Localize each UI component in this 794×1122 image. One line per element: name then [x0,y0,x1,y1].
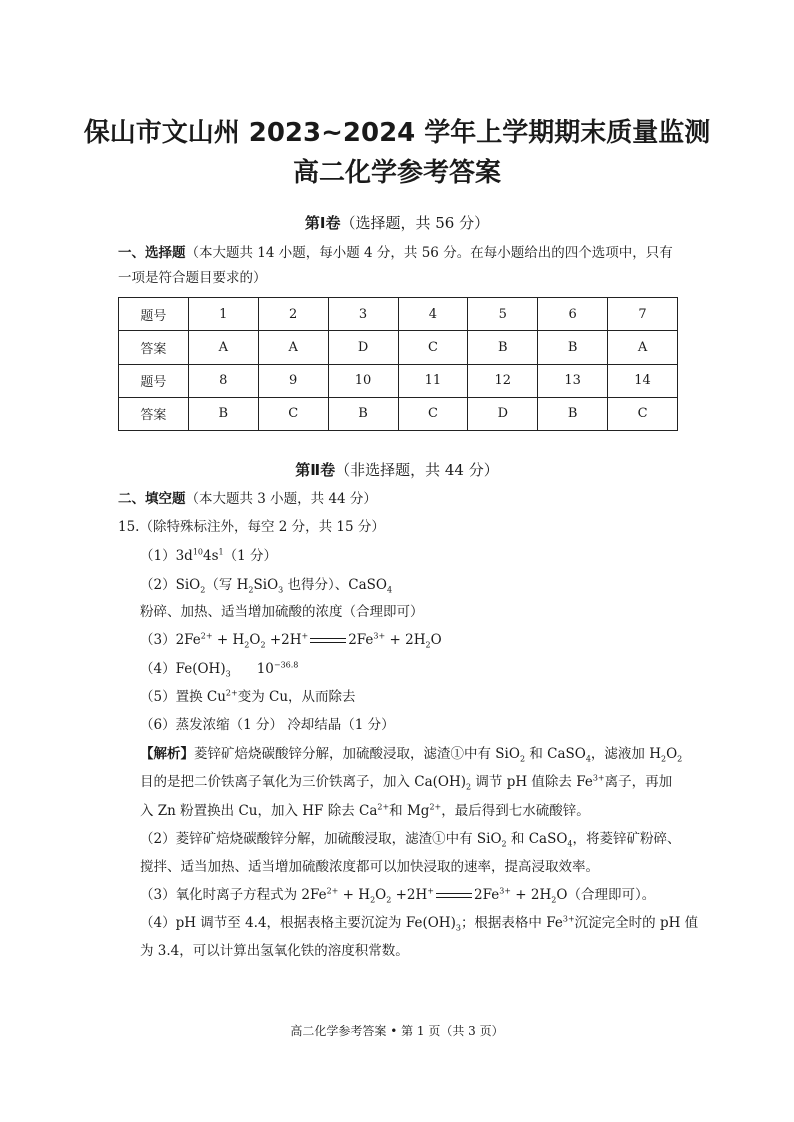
table-cell: D [468,397,538,430]
table-cell: 12 [468,364,538,397]
table-row [119,397,678,430]
table-cell: A [608,331,678,364]
table-row-header: 答案 [119,397,189,430]
part2-heading [0,459,794,480]
analysis-line-3: 入 Zn 粉置换出 Cu，加入 HF 除去 $Ca^{2+}$和 $Mg^{2+}$，最后得到七水硫酸锌。 [140,802,590,819]
equals-sign-icon [310,636,346,646]
q15-answer-2: （2）SiO$_2$（写 $H_2SiO_3$ 也得分）、CaSO$_4$ [140,577,393,595]
section2-intro [118,489,377,509]
table-cell: D [328,331,398,364]
table-cell: 2 [258,298,328,331]
analysis-para3: （3）氧化时离子方程式为 $2Fe^{2+} + H_2O_2 +2H^+$ $2Fe^{3+} + 2H_2O$（合理即可）。 [140,886,656,905]
table-cell: 6 [538,298,608,331]
q15-answer-6: （6）蒸发浓缩（1 分） 冷却结晶（1 分） [140,717,395,733]
section1-desc-line2: 一项是符合题目要求的） [118,270,267,286]
analysis-para2-line1: （2）菱锌矿焙烧碳酸锌分解，加硫酸浸取，滤渣①中有 SiO$_2$ 和 CaSO$_4$，将菱锌矿粉碎、 [140,831,681,849]
table-cell: C [258,397,328,430]
page-footer: 高二化学参考答案 • 第 1 页（共 3 页） [290,1024,504,1038]
q15-answer-4: $(4)Fe(OH)_3$ $10^{-36.8}$ [140,660,299,679]
q15-answer-5: （5）置换 $Cu^{2+}$变为 Cu，从而除去 [140,688,356,705]
section2-desc: （本大题共 3 小题，共 44 分） [185,491,377,507]
table-cell: B [538,331,608,364]
part2-heading-bold: 第Ⅱ卷 [295,461,336,479]
table-row-header: 题号 [119,298,189,331]
table-cell: 7 [608,298,678,331]
analysis-line-1: 【解析】菱锌矿焙烧碳酸锌分解，加硫酸浸取，滤渣①中有 SiO$_2$ 和 CaSO$_4$，滤液加 $H_2O_2$ [140,746,683,764]
table-row-header: 题号 [119,364,189,397]
section2-label: 二、填空题 [118,491,186,507]
section1-intro [118,243,673,263]
table-cell: B [188,397,258,430]
table-cell: 4 [398,298,468,331]
q15-answer-1: $(1)3d^{10}4s^1(1$ 分） [140,547,278,564]
table-cell: 10 [328,364,398,397]
analysis-para4-line1: （4）pH 调节至 4.4，根据表格主要沉淀为 $Fe(OH)_3$；根据表格中 $Fe^{3+}$沉淀完全时的 pH 值 [140,914,699,933]
table-cell: C [398,397,468,430]
part1-heading [0,212,794,233]
q15-intro: 15.（除特殊标注外，每空 2 分，共 15 分） [118,519,385,535]
table-cell: C [398,331,468,364]
table-cell: A [188,331,258,364]
q15-answer-2-line2: 粉碎、加热、适当增加硫酸的浓度（合理即可） [140,604,424,620]
table-cell: 3 [328,298,398,331]
table-cell: C [608,397,678,430]
table-cell: B [468,331,538,364]
table-row [119,364,678,397]
analysis-para2-line2: 搅拌、适当加热、适当增加硫酸浓度都可以加快浸取的速率，提高浸取效率。 [140,859,599,875]
analysis-para4-line2: 为 3.4，可以计算出氢氧化铁的溶度积常数。 [140,943,409,959]
table-row [119,331,678,364]
table-cell: B [538,397,608,430]
table-cell: 11 [398,364,468,397]
table-cell: 5 [468,298,538,331]
part1-heading-rest: （选择题，共 56 分） [340,214,490,232]
part2-heading-rest: （非选择题，共 44 分） [335,461,499,479]
section1-label: 一、选择题 [118,245,186,261]
table-cell: B [328,397,398,430]
table-row [119,298,678,331]
table-cell: 13 [538,364,608,397]
table-row-header: 答案 [119,331,189,364]
table-cell: 1 [188,298,258,331]
table-cell: 14 [608,364,678,397]
q15-answer-3: $(3)2Fe^{2+} + H_2O_2 +2H^+$ $2Fe^{3+} + 2H_2O$ [140,631,442,650]
page-subtitle: 高二化学参考答案 [292,158,501,188]
table-cell: 8 [188,364,258,397]
equals-sign-icon [436,891,472,901]
section1-desc-line1: （本大题共 14 小题，每小题 4 分，共 56 分。在每小题给出的四个选项中，只有 [185,245,673,261]
page-title: 保山市文山州 2023~2024 学年上学期期末质量监测 [83,118,711,148]
table-cell: 9 [258,364,328,397]
table-cell: A [258,331,328,364]
part1-heading-bold: 第Ⅰ卷 [304,214,341,232]
answer-table [118,297,678,431]
analysis-line-2: 目的是把二价铁离子氧化为三价铁离子，加入 $Ca(OH)_2$ 调节 pH 值除去 $Fe^{3+}$离子，再加 [140,773,673,792]
